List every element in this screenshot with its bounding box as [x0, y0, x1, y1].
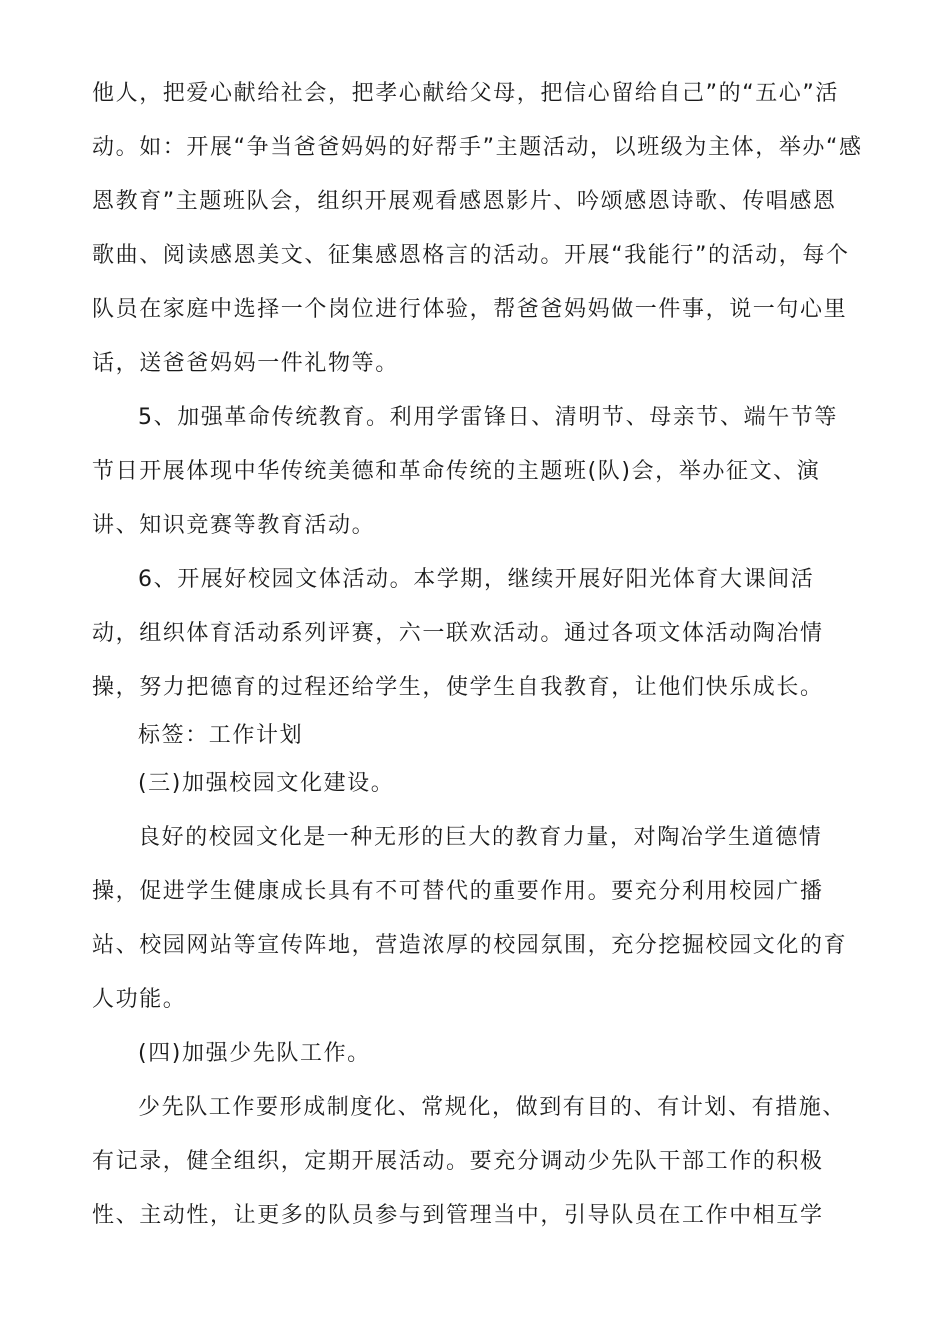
- text-line: 操，努力把德育的过程还给学生，使学生自我教育，让他们快乐成长。: [92, 675, 824, 700]
- text-line: 标签：工作计划: [138, 723, 304, 748]
- text-line: 恩教育”主题班队会，组织开展观看感恩影片、吟颂感恩诗歌、传唱感恩: [92, 189, 837, 214]
- section-heading: (四)加强少先队工作。: [138, 1041, 371, 1066]
- text-line: 性、主动性，让更多的队员参与到管理当中，引导队员在工作中相互学: [92, 1203, 824, 1228]
- text-line: 操，促进学生健康成长具有不可替代的重要作用。要充分利用校园广播: [92, 879, 824, 904]
- text-line: 良好的校园文化是一种无形的巨大的教育力量，对陶冶学生道德情: [138, 825, 823, 850]
- text-line: 6、开展好校园文体活动。本学期，继续开展好阳光体育大课间活: [138, 567, 815, 592]
- text-line: 站、校园网站等宣传阵地，营造浓厚的校园氛围，充分挖掘校园文化的育: [92, 933, 848, 958]
- text-line: 人功能。: [92, 987, 187, 1012]
- text-line: 节日开展体现中华传统美德和革命传统的主题班(队)会，举办征文、演: [92, 459, 821, 484]
- text-line: 他人，把爱心献给社会，把孝心献给父母，把信心留给自己”的“五心”活: [92, 81, 839, 106]
- text-line: 讲、知识竞赛等教育活动。: [92, 513, 376, 538]
- text-line: 少先队工作要形成制度化、常规化，做到有目的、有计划、有措施、: [138, 1095, 847, 1120]
- text-line: 动。如：开展“争当爸爸妈妈的好帮手”主题活动，以班级为主体，举办“感: [92, 135, 863, 160]
- section-heading: (三)加强校园文化建设。: [138, 771, 395, 796]
- text-line: 歌曲、阅读感恩美文、征集感恩格言的活动。开展“我能行”的活动，每个: [92, 243, 850, 268]
- text-line: 动，组织体育活动系列评赛，六一联欢活动。通过各项文体活动陶冶情: [92, 621, 824, 646]
- text-line: 5、加强革命传统教育。利用学雷锋日、清明节、母亲节、端午节等: [138, 405, 838, 430]
- text-line: 队员在家庭中选择一个岗位进行体验，帮爸爸妈妈做一件事，说一句心里: [92, 297, 848, 322]
- text-line: 话，送爸爸妈妈一件礼物等。: [92, 351, 399, 376]
- text-line: 有记录，健全组织，定期开展活动。要充分调动少先队干部工作的积极: [92, 1149, 824, 1174]
